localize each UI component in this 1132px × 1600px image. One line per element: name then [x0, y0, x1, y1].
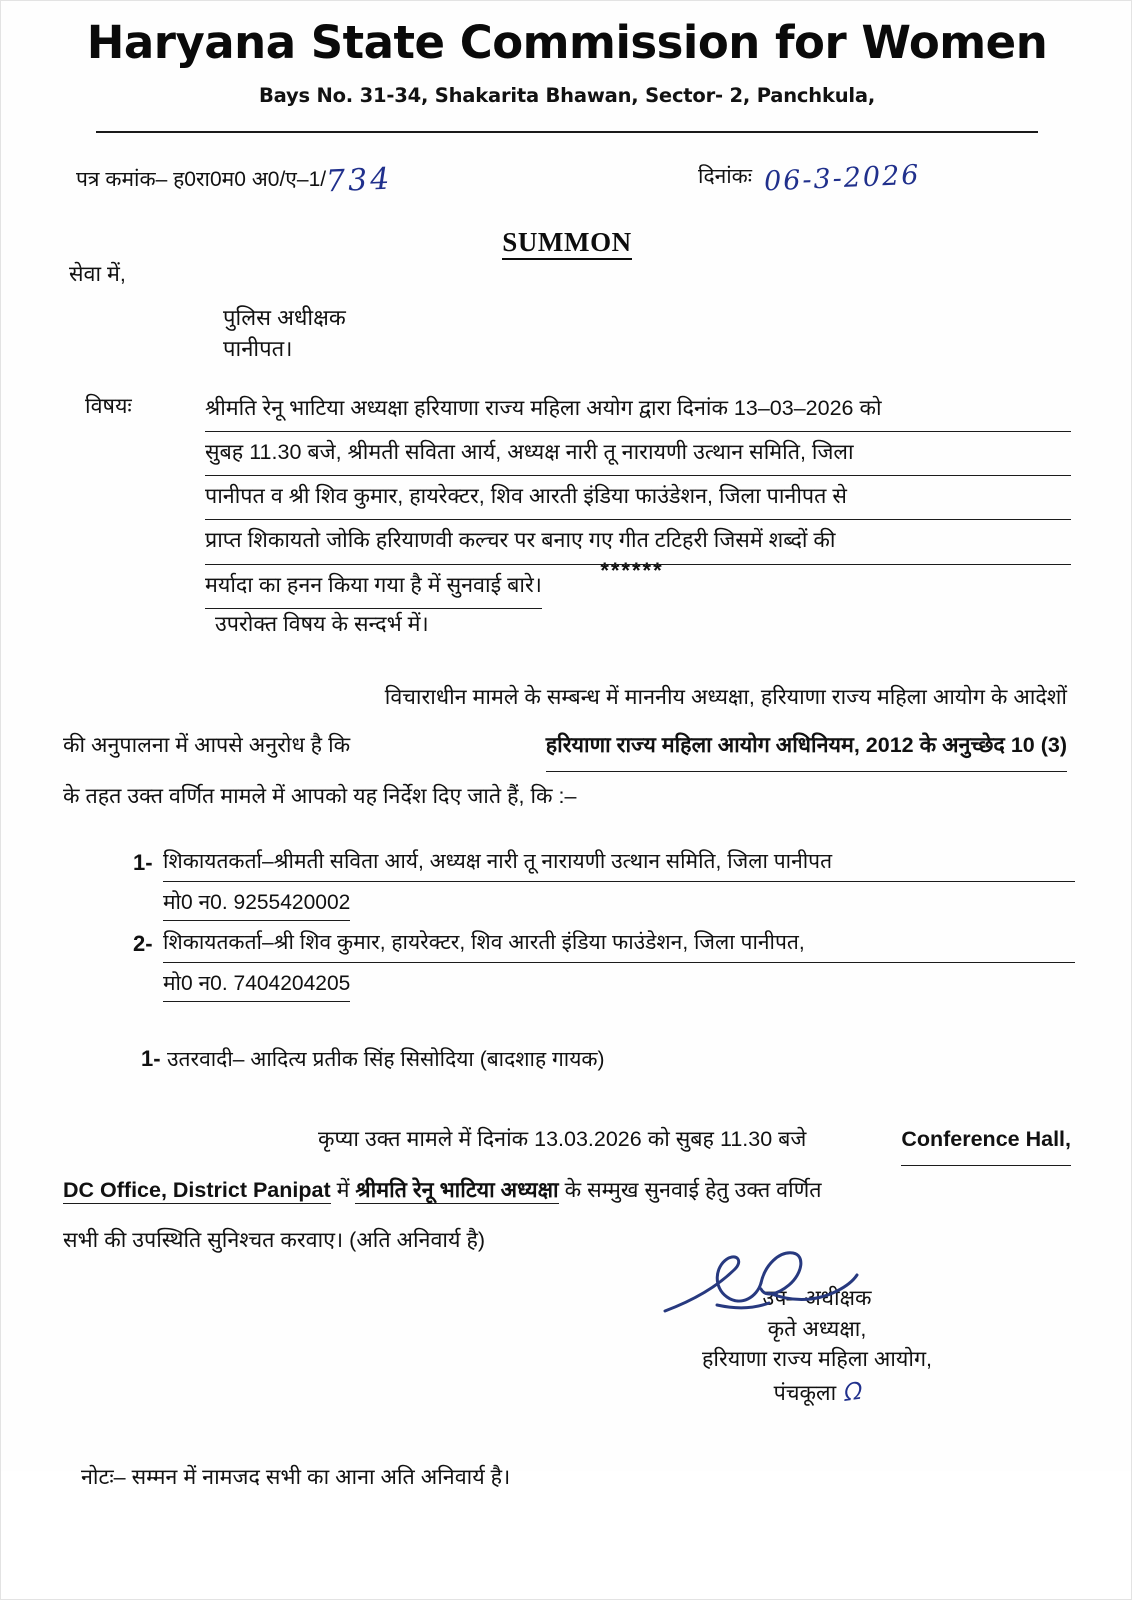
reference-number-handwritten: 734 [325, 161, 394, 200]
main-paragraph [63, 673, 1067, 820]
addressee-line-2: पानीपत। [223, 336, 293, 362]
closing-line-2 [63, 1166, 1071, 1215]
signatory-organization: हरियाणा राज्य महिला आयोग, [701, 1347, 933, 1372]
reference-number-group [76, 159, 394, 200]
header-divider [96, 131, 1038, 133]
list-item [133, 927, 1075, 1002]
main-paragraph-line-2-pre: की अनुपालना में आपसे अनुरोध है कि [63, 733, 351, 758]
complainant-list [133, 846, 1075, 1002]
signature-mark [657, 1239, 867, 1319]
subject-line-text: पानीपत व श्री शिव कुमार, हायरेक्टर, शिव आरती इंडिया फाउंडेशन, जिला पानीपत से [205, 484, 847, 509]
subject-line-text: श्रीमति रेनू भाटिया अध्यक्षा हरियाणा राज्य महिला अयोग द्वारा दिनांक 13–03–2026 को [205, 395, 882, 420]
subject-line: मर्यादा का हनन किया गया है में सुनवाई बारे। [205, 565, 542, 609]
closing-line-2-mid: में [330, 1178, 356, 1203]
list-item [133, 846, 1075, 921]
closing-line-2-post: के सम्मुख सुनवाई हेतु उक्त वर्णित [558, 1178, 822, 1203]
date-group [698, 159, 921, 197]
main-paragraph-line-2 [63, 721, 1067, 771]
reference-row [1, 159, 1132, 209]
list-marker: 1- [133, 850, 153, 876]
closing-paragraph [63, 1115, 1071, 1265]
initial-handwritten-mark: ᘯ [840, 1376, 863, 1407]
closing-line-1-pre: कृप्या उक्त मामले में दिनांक 13.03.2026 को सुबह 11.30 बजे [317, 1126, 807, 1151]
subject-line [205, 520, 1071, 564]
signatory-city: पंचकूला [773, 1380, 837, 1405]
signature-block [1, 1283, 1132, 1409]
list-marker: 2- [133, 931, 153, 957]
subject-text [205, 388, 1071, 609]
addressee-line-1: पुलिस अधीक्षक [223, 304, 346, 330]
subject-line [205, 388, 1071, 432]
paper-sheet [1, 1, 1132, 1489]
subject-line [205, 476, 1071, 520]
complainant-row [133, 927, 1075, 963]
subject-line [205, 432, 1071, 476]
reference-paragraph: उपरोक्त विषय के सन्दर्भ में। [215, 611, 429, 636]
complainant-name [163, 846, 1075, 882]
complainant-name-text: शिकायतकर्ता–श्रीमती सविता आर्य, अध्यक्ष नारी तू नारायणी उत्थान समिति, जिला पानीपत [163, 850, 833, 874]
complainant-row [133, 846, 1075, 882]
subject-line-text: प्राप्त शिकायतो जोकि हरियाणवी कल्चर पर बनाए गए गीत टटिहरी जिसमें शब्दों की [205, 528, 836, 553]
date-label: दिनांकः [698, 164, 753, 188]
closing-line-1 [63, 1115, 1071, 1166]
subject-label: विषयः [85, 393, 132, 418]
respondent-name: उतरवादी– आदित्य प्रतीक सिंह सिसोदिया (बादशाह गायक) [167, 1048, 605, 1072]
venue-office: DC Office, District Panipat [63, 1178, 331, 1203]
complainant-phone: मो0 न0. 7404204205 [163, 968, 350, 1003]
addressee-block [223, 302, 346, 366]
to-label: सेवा में, [69, 261, 126, 286]
complainant-name-text: शिकायतकर्ता–श्री शिव कुमार, हायरेक्टर, शिव आरती इंडिया फाउंडेशन, जिला पानीपत, [163, 931, 805, 955]
main-paragraph-line-1 [63, 673, 1067, 721]
letterhead [1, 1, 1132, 133]
star-separator: ****** [600, 557, 664, 583]
signatory-city-row [501, 1375, 1132, 1409]
complainant-name [163, 927, 1075, 963]
footer-note: नोटः– सम्मन में नामजद सभी का आना अति अनिवार्य है। [81, 1464, 511, 1489]
act-citation: हरियाणा राज्य महिला आयोग अधिनियम, 2012 के अनुच्छेद 10 (3) [546, 721, 1067, 771]
reference-number-label: पत्र कमांक– ह0रा0म0 अ0/ए–1/ [76, 167, 327, 191]
list-item [141, 1042, 1132, 1077]
subject-block [1, 388, 1132, 609]
organization-title: Haryana State Commission for Women [86, 16, 1048, 69]
organization-address: Bays No. 31-34, Shakarita Bhawan, Sector- 2, Panchkula, [258, 83, 876, 107]
complainant-phone: मो0 न0. 9255420002 [163, 887, 350, 922]
respondent-list [141, 1042, 1132, 1077]
venue-hall: Conference Hall, [901, 1115, 1071, 1166]
list-marker: 1- [141, 1046, 161, 1072]
main-paragraph-line-1-text: विचाराधीन मामले के सम्बन्ध में माननीय अध्यक्षा, हरियाणा राज्य महिला आयोग के आदेशों [384, 685, 1067, 709]
document-body [1, 250, 1132, 1495]
main-paragraph-line-3: के तहत उक्त वर्णित मामले में आपको यह निर्देश दिए जाते हैं, कि :– [63, 783, 577, 808]
signatory-designation: उप– अधीक्षक [762, 1286, 872, 1311]
closing-line-3: सभी की उपस्थिति सुनिश्चत करवाए। (अति अनिवार्य है) [63, 1227, 486, 1252]
subject-line-text: सुबह 11.30 बजे, श्रीमती सविता आर्य, अध्यक्ष नारी तू नारायणी उत्थान समिति, जिला [205, 439, 854, 464]
document-title-text: SUMMON [502, 227, 632, 260]
signatory-on-behalf: कृते अध्यक्षा, [767, 1316, 867, 1341]
date-handwritten: 06-3-2026 [763, 159, 921, 197]
chairperson-name: श्रीमति रेनू भाटिया अध्यक्षा [355, 1178, 559, 1203]
